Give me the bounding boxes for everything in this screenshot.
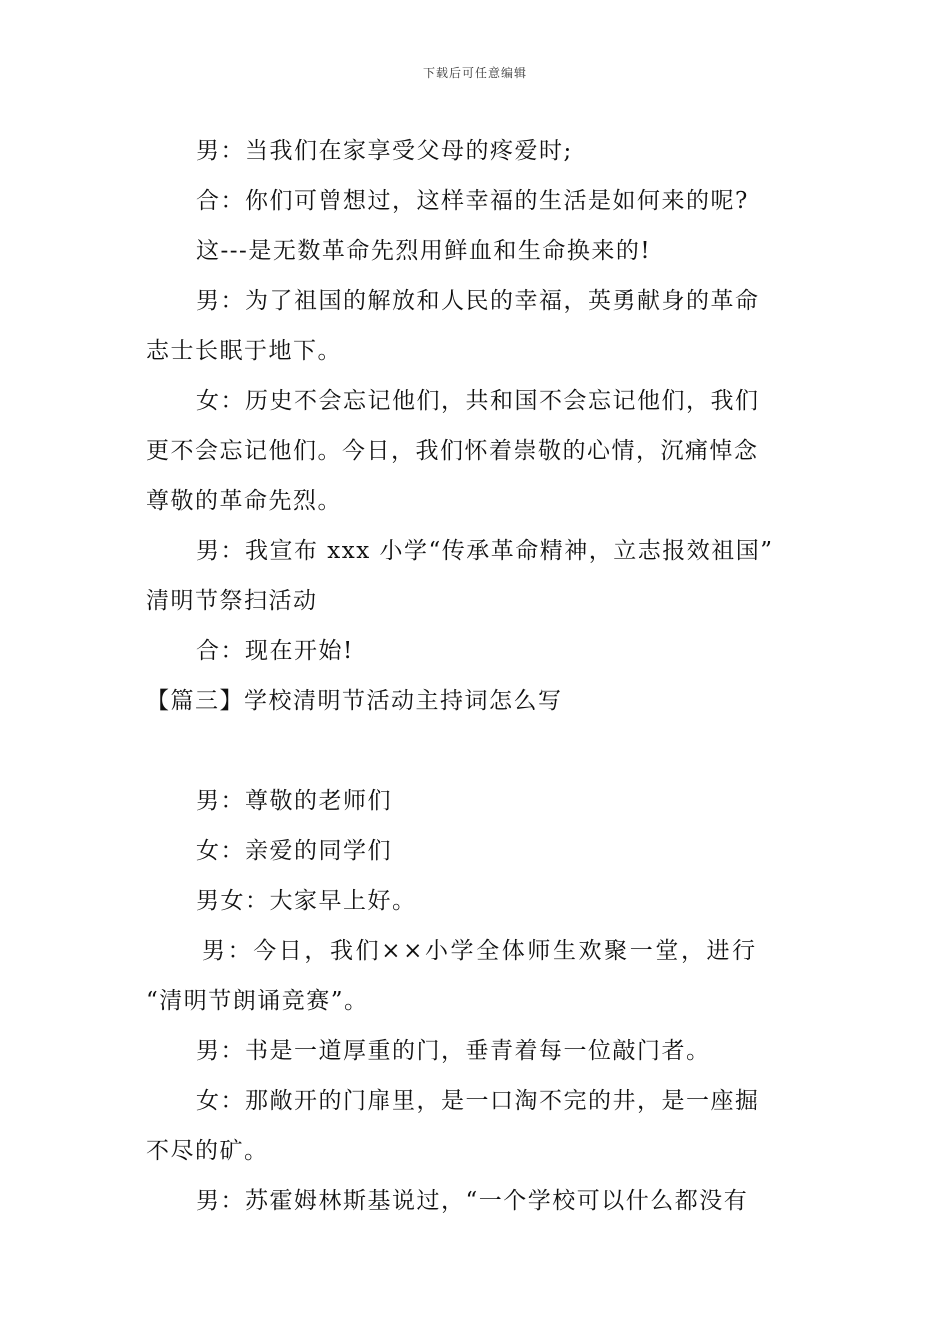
paragraph-line: 女：历史不会忘记他们，共和国不会忘记他们，我们 — [196, 388, 760, 414]
paragraph-line: 合：现在开始! — [196, 638, 354, 664]
paragraph-line: 男：今日，我们××小学全体师生欢聚一堂，进行 — [202, 938, 758, 964]
paragraph-line: 更不会忘记他们。今日，我们怀着崇敬的心情，沉痛悼念 — [146, 438, 759, 464]
paragraph-line: 男：为了祖国的解放和人民的幸福，英勇献身的革命 — [196, 288, 760, 314]
paragraph-line: 女：亲爱的同学们 — [196, 838, 392, 864]
paragraph-line: 男：我宣布 xxx 小学“传承革命精神，立志报效祖国” — [196, 538, 774, 564]
page-header: 下载后可任意编辑 — [422, 66, 527, 80]
paragraph-line: 尊敬的革命先烈。 — [146, 488, 342, 514]
paragraph-line: 男女：大家早上好。 — [196, 888, 417, 914]
paragraph-line: 男：苏霍姆林斯基说过，“一个学校可以什么都没有 — [196, 1188, 749, 1214]
blank-line — [146, 726, 810, 776]
paragraph-line: 男：当我们在家享受父母的疼爱时; — [196, 138, 573, 164]
paragraph-line: 女：那敞开的门扉里，是一口淘不完的井，是一座掘 — [196, 1088, 760, 1114]
paragraph-line: 男：尊敬的老师们 — [196, 788, 392, 814]
paragraph-line: 这---是无数革命先烈用鲜血和生命换来的! — [196, 238, 652, 264]
paragraph-line: “清明节朗诵竞赛”。 — [146, 988, 369, 1014]
paragraph-line: 清明节祭扫活动 — [146, 588, 318, 614]
document-body — [146, 126, 810, 1226]
paragraph-line: 志士长眠于地下。 — [146, 338, 342, 364]
paragraph-line: 男：书是一道厚重的门，垂青着每一位敲门者。 — [196, 1038, 711, 1064]
section-heading: 【篇三】学校清明节活动主持词怎么写 — [146, 688, 563, 714]
paragraph-line: 合：你们可曾想过，这样幸福的生活是如何来的呢? — [196, 188, 749, 214]
paragraph-line: 不尽的矿。 — [146, 1138, 269, 1164]
